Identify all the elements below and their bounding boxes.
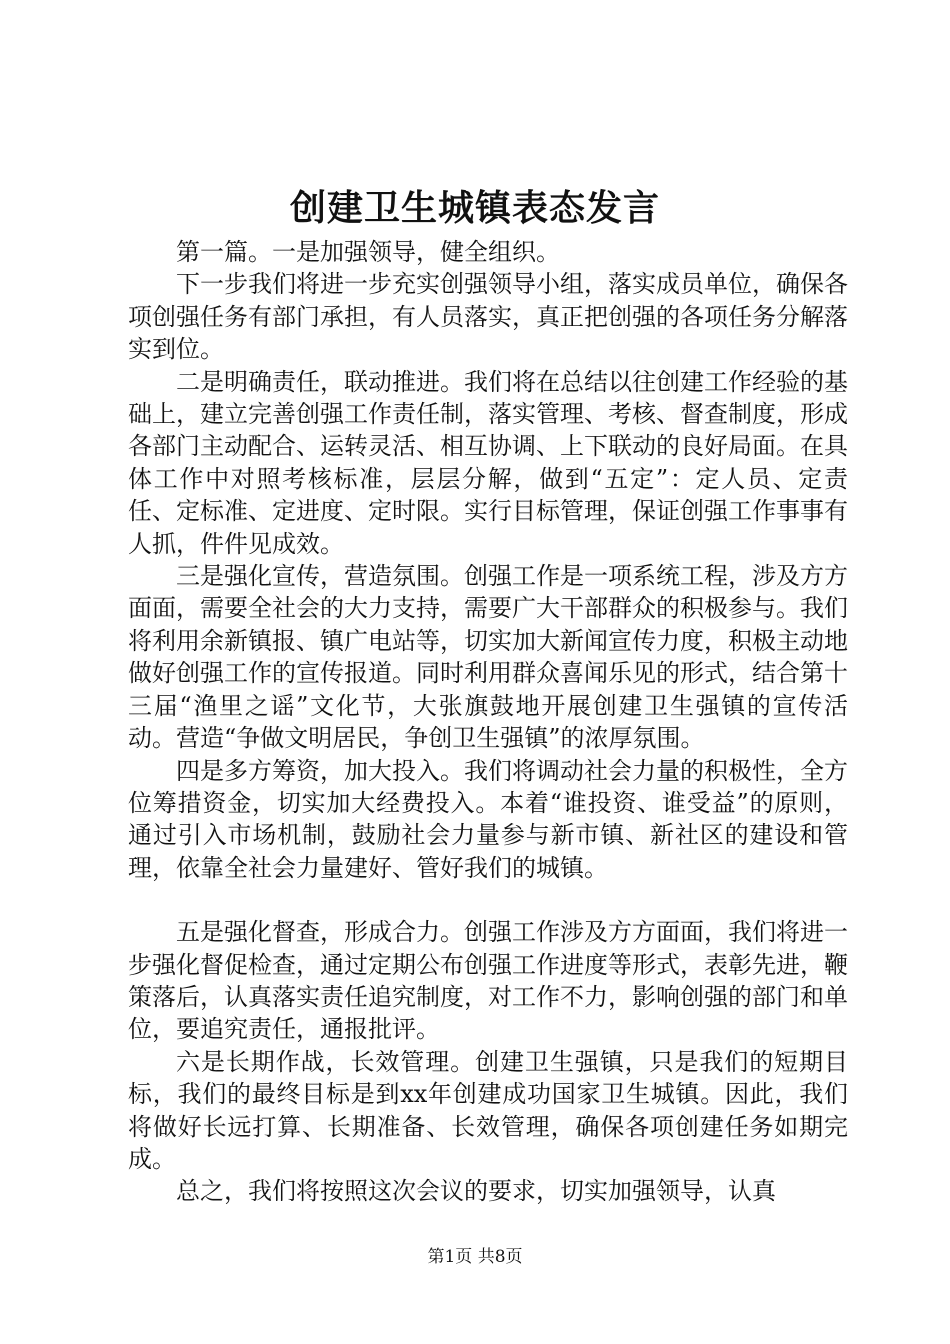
document-body — [128, 236, 848, 1208]
paragraph-conclusion: 总之，我们将按照这次会议的要求，切实加强领导，认真 — [176, 1177, 776, 1206]
paragraph-organization: 下一步我们将进一步充实创强领导小组，落实成员单位，确保各项创强任务有部门承担，有人员落实，真正把创强的各项任务分解落实到位。 — [128, 270, 848, 364]
paragraph-supervision: 五是强化督查，形成合力。创强工作涉及方方面面，我们将进一步强化督促检查，通过定期公布创强工作进度等形式，表彰先进，鞭策落后，认真落实责任追究制度，对工作不力，影响创强的部门和单位，要追究责任，通报批评。 — [128, 918, 848, 1044]
paragraph-publicity: 三是强化宣传，营造氛围。创强工作是一项系统工程，涉及方方面面，需要全社会的大力支持，需要广大干部群众的积极参与。我们将利用余新镇报、镇广电站等，切实加大新闻宣传力度，积极主动地做好创强工作的宣传报道。同时利用群众喜闻乐见的形式，结合第十三届“渔里之谣”文化节，大张旗鼓地开展创建卫生强镇的宣传活动。营造“争做文明居民，争创卫生强镇”的浓厚氛围。 — [128, 562, 848, 753]
page-footer: 第1页 共8页 — [427, 1247, 523, 1267]
paragraph-responsibility: 二是明确责任，联动推进。我们将在总结以往创建工作经验的基础上，建立完善创强工作责任制，落实管理、考核、督查制度，形成各部门主动配合、运转灵活、相互协调、上下联动的良好局面。在具体工作中对照考核标准，层层分解，做到“五定”：定人员、定责任、定标准、定进度、定时限。实行目标管理，保证创强工作事事有人抓，件件见成效。 — [128, 367, 848, 558]
paragraph-section-heading: 第一篇。一是加强领导，健全组织。 — [176, 238, 560, 266]
document-title: 创建卫生城镇表态发言 — [289, 187, 660, 229]
paragraph-funding: 四是多方筹资，加大投入。我们将调动社会力量的积极性，全方位筹措资金，切实加大经费投入。本着“谁投资、谁受益”的原则，通过引入市场机制，鼓励社会力量参与新市镇、新社区的建设和管理，依靠全社会力量建好、管好我们的城镇。 — [128, 756, 848, 882]
paragraph-long-term: 六是长期作战，长效管理。创建卫生强镇，只是我们的短期目标，我们的最终目标是到xx年创建成功国家卫生城镇。因此，我们将做好长远打算、长期准备、长效管理，确保各项创建任务如期完成。 — [128, 1047, 848, 1173]
